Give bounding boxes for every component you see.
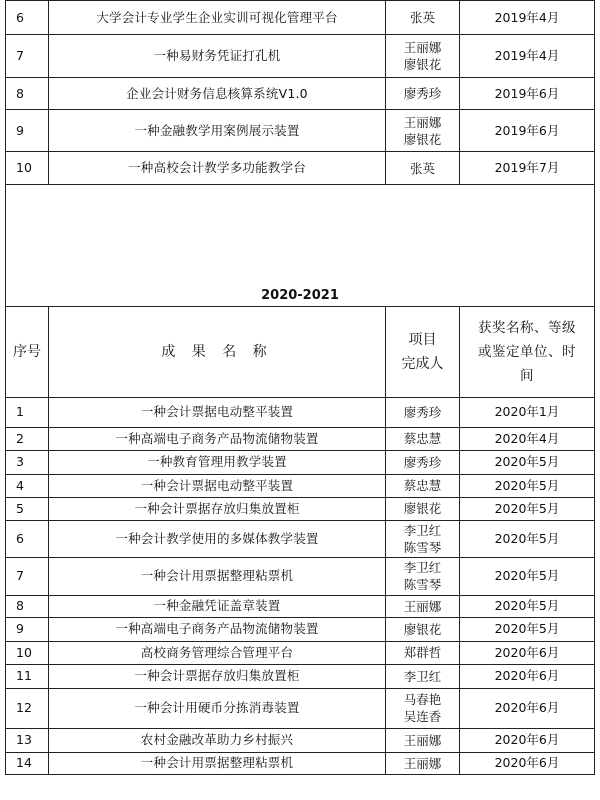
table-row — [6, 78, 595, 110]
row-number: 9 — [6, 110, 49, 152]
row-date: 2020年6月 — [460, 664, 595, 688]
row-achievement-name: 大学会计专业学生企业实训可视化管理平台 — [49, 1, 386, 35]
table-bottom-body — [6, 397, 595, 774]
row-number: 14 — [6, 752, 49, 774]
row-achievement-name: 一种金融凭证盖章装置 — [49, 595, 386, 617]
row-number: 10 — [6, 641, 49, 664]
row-number: 8 — [6, 78, 49, 110]
row-number: 3 — [6, 450, 49, 474]
row-completer: 廖秀珍 — [386, 397, 460, 427]
row-achievement-name: 一种会计票据电动整平装置 — [49, 474, 386, 497]
row-achievement-name: 一种高校会计教学多功能教学台 — [49, 152, 386, 185]
row-date: 2019年4月 — [460, 1, 595, 35]
row-number: 8 — [6, 595, 49, 617]
row-number: 2 — [6, 427, 49, 450]
section-gap — [6, 185, 595, 307]
row-date: 2019年6月 — [460, 78, 595, 110]
row-date: 2020年6月 — [460, 688, 595, 728]
row-number: 11 — [6, 664, 49, 688]
row-achievement-name: 一种教育管理用教学装置 — [49, 450, 386, 474]
row-achievement-name: 一种会计教学使用的多媒体教学装置 — [49, 520, 386, 557]
row-achievement-name: 企业会计财务信息核算系统V1.0 — [49, 78, 386, 110]
row-number: 10 — [6, 152, 49, 185]
row-date: 2020年6月 — [460, 641, 595, 664]
table-row — [6, 520, 595, 557]
row-achievement-name: 一种会计用硬币分拣消毒装置 — [49, 688, 386, 728]
row-completer: 马春艳 吴连香 — [386, 688, 460, 728]
header-award: 获奖名称、等级 或鉴定单位、时 间 — [460, 306, 595, 397]
table-row — [6, 557, 595, 595]
row-achievement-name: 一种会计票据存放归集放置柜 — [49, 497, 386, 520]
row-date: 2020年5月 — [460, 595, 595, 617]
row-completer: 李卫红 陈雪琴 — [386, 557, 460, 595]
row-achievement-name: 高校商务管理综合管理平台 — [49, 641, 386, 664]
table-row — [6, 152, 595, 185]
row-achievement-name: 一种高端电子商务产品物流储物装置 — [49, 427, 386, 450]
section-title: 2020-2021 — [6, 287, 595, 307]
row-achievement-name: 一种会计用票据整理粘票机 — [49, 557, 386, 595]
row-achievement-name: 一种会计票据存放归集放置柜 — [49, 664, 386, 688]
row-date: 2020年6月 — [460, 752, 595, 774]
row-number: 13 — [6, 728, 49, 752]
row-number: 7 — [6, 35, 49, 78]
table-row — [6, 664, 595, 688]
table-row — [6, 728, 595, 752]
row-achievement-name: 一种高端电子商务产品物流储物装置 — [49, 617, 386, 641]
achievements-document — [5, 0, 594, 800]
table-row — [6, 1, 595, 35]
header-no: 序号 — [6, 306, 49, 397]
row-achievement-name: 一种金融教学用案例展示装置 — [49, 110, 386, 152]
row-date: 2020年5月 — [460, 617, 595, 641]
table-row — [6, 641, 595, 664]
row-completer: 王丽娜 — [386, 752, 460, 774]
row-number: 5 — [6, 497, 49, 520]
row-completer: 李卫红 — [386, 664, 460, 688]
row-date: 2020年1月 — [460, 397, 595, 427]
row-completer: 王丽娜 — [386, 728, 460, 752]
table-row — [6, 617, 595, 641]
row-date: 2019年6月 — [460, 110, 595, 152]
row-date: 2020年5月 — [460, 474, 595, 497]
achievements-table — [5, 0, 595, 775]
row-date: 2020年4月 — [460, 427, 595, 450]
row-completer: 李卫红 陈雪琴 — [386, 520, 460, 557]
row-number: 1 — [6, 397, 49, 427]
row-achievement-name: 农村金融改革助力乡村振兴 — [49, 728, 386, 752]
row-number: 9 — [6, 617, 49, 641]
row-number: 7 — [6, 557, 49, 595]
table-row — [6, 427, 595, 450]
row-date: 2020年6月 — [460, 728, 595, 752]
header-person: 项目 完成人 — [386, 306, 460, 397]
table-row — [6, 752, 595, 774]
row-completer: 王丽娜 — [386, 595, 460, 617]
table-header — [6, 306, 595, 397]
row-completer: 王丽娜 廖银花 — [386, 35, 460, 78]
row-date: 2019年4月 — [460, 35, 595, 78]
row-date: 2020年5月 — [460, 450, 595, 474]
row-number: 4 — [6, 474, 49, 497]
row-completer: 王丽娜 廖银花 — [386, 110, 460, 152]
row-completer: 廖银花 — [386, 497, 460, 520]
row-date: 2020年5月 — [460, 497, 595, 520]
row-number: 12 — [6, 688, 49, 728]
row-completer: 蔡忠慧 — [386, 474, 460, 497]
table-row — [6, 595, 595, 617]
table-row — [6, 497, 595, 520]
row-date: 2019年7月 — [460, 152, 595, 185]
row-date: 2020年5月 — [460, 520, 595, 557]
row-achievement-name: 一种易财务凭证打孔机 — [49, 35, 386, 78]
row-completer: 廖秀珍 — [386, 450, 460, 474]
table-row — [6, 474, 595, 497]
row-completer: 郑群哲 — [386, 641, 460, 664]
table-row — [6, 397, 595, 427]
table-top-body — [6, 1, 595, 185]
row-completer: 张英 — [386, 152, 460, 185]
table-row — [6, 110, 595, 152]
table-row — [6, 688, 595, 728]
row-completer: 廖银花 — [386, 617, 460, 641]
table-row — [6, 35, 595, 78]
row-completer: 廖秀珍 — [386, 78, 460, 110]
row-date: 2020年5月 — [460, 557, 595, 595]
row-completer: 蔡忠慧 — [386, 427, 460, 450]
row-number: 6 — [6, 1, 49, 35]
header-name: 成 果 名 称 — [49, 306, 386, 397]
table-row — [6, 450, 595, 474]
row-completer: 张英 — [386, 1, 460, 35]
row-number: 6 — [6, 520, 49, 557]
row-achievement-name: 一种会计票据电动整平装置 — [49, 397, 386, 427]
row-achievement-name: 一种会计用票据整理粘票机 — [49, 752, 386, 774]
